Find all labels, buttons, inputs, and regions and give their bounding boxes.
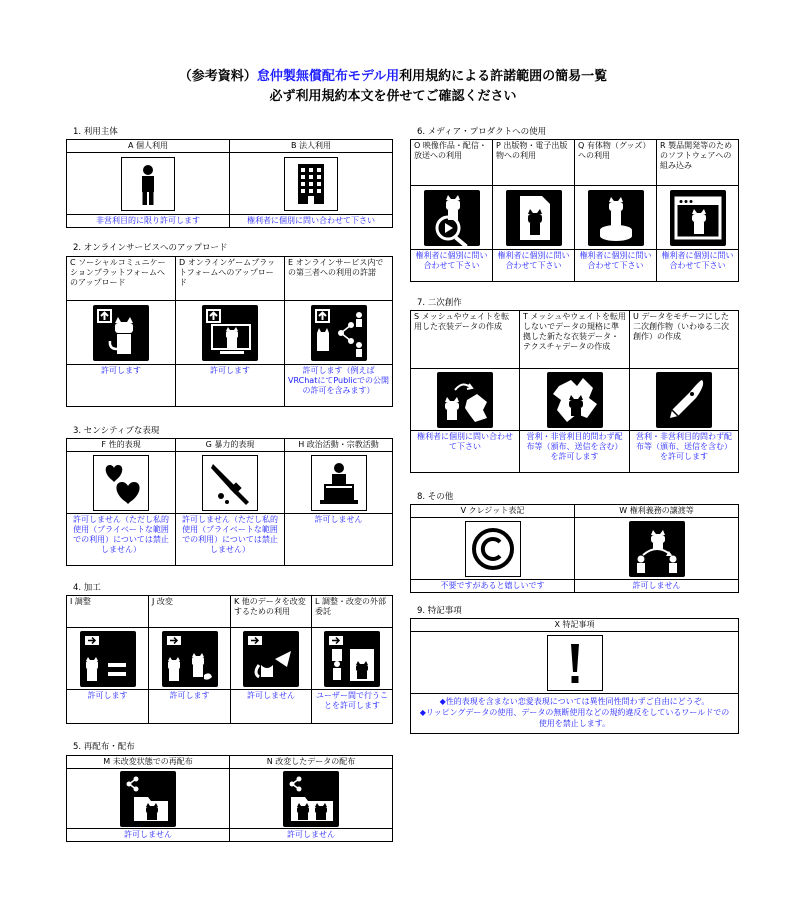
header-o: O 映像作品・配信・放送への利用	[411, 140, 493, 186]
costume-icon	[437, 372, 493, 428]
header-h: H 政治活動・宗教活動	[285, 439, 393, 452]
note-u: 営利・非営利目的問わず配布等（頒布、送信を含む）を許可します	[630, 431, 739, 473]
note-l: ユーザー間で行うことを許可します	[312, 690, 393, 724]
table-usage-subject	[66, 139, 393, 228]
header-u: U データをモチーフにした二次創作物（いわゆる二次創作）の作成	[630, 311, 739, 369]
section-title-4: 4. 加工	[73, 583, 101, 593]
note-g: 許可しません（ただし私的使用（プライベートな範囲での利用）については禁止しません）	[176, 514, 285, 566]
upload-game-icon	[202, 305, 258, 361]
transfer-icon	[629, 521, 685, 577]
header-m: M 未改変状態での再配布	[67, 756, 230, 769]
table-derivative	[410, 310, 739, 473]
header-i: I 調整	[67, 596, 149, 628]
note-e: 許可します（例えばVRChatにてPublicでの公開の許可を含みます）	[285, 365, 393, 407]
exclamation-icon	[547, 635, 603, 691]
table-processing	[66, 595, 393, 724]
share-users-icon	[311, 305, 367, 361]
table-others	[410, 504, 739, 593]
section-title-5: 5. 再配布・配布	[73, 742, 135, 752]
note-i: 許可します	[67, 690, 149, 724]
note-f: 許可しません（ただし私的使用（プライベートな範囲での利用）については禁止しません）	[67, 514, 176, 566]
distribute-modified-icon	[283, 771, 339, 827]
header-f: F 性的表現	[67, 439, 176, 452]
header-g: G 暴力的表現	[176, 439, 285, 452]
section-title-6: 6. メディア・プロダクトへの使用	[417, 127, 547, 137]
redistribute-icon	[120, 771, 176, 827]
header-x: X 特記事項	[411, 619, 739, 632]
video-icon	[424, 190, 480, 246]
note-c: 許可します	[67, 365, 176, 407]
table-media	[410, 139, 739, 282]
note-a: 非営利目的に限り許可します	[67, 215, 230, 228]
person-icon	[121, 157, 175, 211]
software-icon	[670, 190, 726, 246]
copyright-icon	[465, 521, 521, 577]
note-d: 許可します	[176, 365, 285, 407]
section-title-7: 7. 二次創作	[417, 298, 462, 308]
header-j: J 改変	[149, 596, 231, 628]
section-title-9: 9. 特記事項	[417, 606, 462, 616]
note-w: 許可しません	[575, 580, 739, 593]
note-r: 権利者に個別に問い合わせて下さい	[657, 250, 739, 282]
note-o: 権利者に個別に問い合わせて下さい	[411, 250, 493, 282]
header-t: T メッシュやウェイトを転用しないでデータの規格に準拠した新たな衣装データ・テクスチャデータの作成	[520, 311, 630, 369]
note-v: 不要ですがあると嬉しいです	[411, 580, 575, 593]
header-w: W 権利義務の譲渡等	[575, 505, 739, 518]
table-online-upload	[66, 256, 393, 407]
note-m: 許可しません	[67, 829, 230, 842]
header-r: R 製品開発等のためのソフトウェアへの組み込み	[657, 140, 739, 186]
section-title-1: 1. 利用主体	[73, 127, 118, 137]
header-n: N 改変したデータの配布	[230, 756, 393, 769]
note-s: 権利者に個別に問い合わせて下さい	[411, 431, 520, 473]
header-b: B 法人利用	[230, 140, 393, 153]
publication-icon	[506, 190, 562, 246]
note-t: 営利・非営利目的問わず配布等（頒布、送信を含む）を許可します	[520, 431, 630, 473]
knife-icon	[202, 455, 258, 511]
header-q: Q 有体物（グッズ）への利用	[575, 140, 657, 186]
adjust-icon	[80, 631, 136, 687]
note-h: 許可しません	[285, 514, 393, 566]
header-e: E オンラインサービス内での第三者への利用の許諾	[285, 257, 393, 301]
outsource-icon	[324, 631, 380, 687]
header-s: S メッシュやウェイトを転用した衣装データの作成	[411, 311, 520, 369]
header-l: L 調整・改変の外部委託	[312, 596, 393, 628]
new-costume-icon	[547, 372, 603, 428]
section-title-8: 8. その他	[417, 492, 454, 502]
special-note-1: ◆性的表現を含まない恋愛表現については異性同性問わずご自由にどうぞ。	[439, 697, 710, 706]
figure-icon	[588, 190, 644, 246]
page-title: （参考資料）怠仲製無償配布モデル用利用規約による許諾範囲の簡易一覧	[178, 69, 608, 84]
note-k: 許可しません	[231, 690, 312, 724]
podium-icon	[311, 455, 367, 511]
reuse-icon	[243, 631, 299, 687]
header-v: V クレジット表記	[411, 505, 575, 518]
building-icon	[284, 157, 338, 211]
note-q: 権利者に個別に問い合わせて下さい	[575, 250, 657, 282]
table-distribution	[66, 755, 393, 842]
hearts-icon	[93, 455, 149, 511]
special-note-2: ◆リッピングデータの使用、データの無断使用などの規約違反をしているワールドでの使用を禁止します。	[419, 708, 730, 728]
table-special-notes	[410, 618, 739, 734]
modify-icon	[162, 631, 218, 687]
note-p: 権利者に個別に問い合わせて下さい	[493, 250, 575, 282]
header-p: P 出版物・電子出版物への利用	[493, 140, 575, 186]
header-a: A 個人利用	[67, 140, 230, 153]
page-subtitle: 必ず利用規約本文を併せてご確認ください	[269, 89, 517, 104]
table-sensitive	[66, 438, 393, 566]
section-title-2: 2. オンラインサービスへのアップロード	[73, 243, 228, 253]
note-j: 許可します	[149, 690, 231, 724]
header-k: K 他のデータを改変するための利用	[231, 596, 312, 628]
header-c: C ソーシャルコミュニケーションプラットフォームへのアップロード	[67, 257, 176, 301]
section-title-3: 3. センシティブな表現	[73, 426, 160, 436]
note-n: 許可しません	[230, 829, 393, 842]
note-b: 権利者に個別に問い合わせて下さい	[230, 215, 393, 228]
pen-icon	[656, 372, 712, 428]
header-d: D オンラインゲームプラットフォームへのアップロード	[176, 257, 285, 301]
upload-avatar-icon	[93, 305, 149, 361]
